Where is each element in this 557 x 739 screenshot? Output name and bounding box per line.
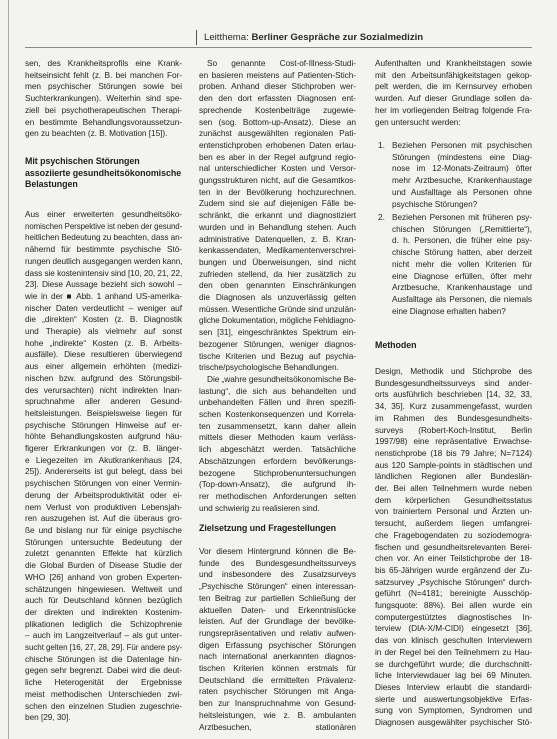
text-line: fungsquote: 88%). Bei allen wurde ein (375, 600, 532, 611)
text-line: surveys (Robert-Koch-Institut, Berlin (375, 424, 532, 435)
text-line: ten zusammensetzt, kann daher allein (199, 420, 356, 431)
text-line: So genannte Cost-of-Illness-Studi- (207, 58, 356, 68)
text-line: en bestimmte Behandlungsvoraussetzun- (25, 116, 182, 127)
text-line: sierte und auswertungsobjektive Erfas- (375, 693, 532, 704)
text-line: von trainiertem Personal und Ärzten un- (375, 506, 532, 517)
text-line: Vor diesem Hintergrund können die Be- (199, 546, 356, 556)
text-line: hohe „indirekte“ Kosten (z. B. Arbeits- (25, 337, 182, 348)
text-line: chischen Störungen („Remittierte“), (392, 223, 532, 234)
text-line: lastung“, die sich aus behandelten und (199, 385, 356, 396)
text-line: sucht gelten [16, 27, 28, 29]. Für andere psy- (25, 642, 183, 653)
text-line: sen [31], eingeschränktes Spektrum ein- (199, 327, 356, 338)
text-line: nischer Daten verdeutlicht – weniger auf (25, 302, 182, 313)
text-line: e Liegezeiten im Akutkrankenhaus [24, (25, 454, 182, 465)
text-line: terview (DIA-X/M-CIDI) eingesetzt [36], (375, 623, 532, 634)
text-line: das von klinisch geschulten Interviewern (375, 635, 532, 646)
text-line: dem körperlichen Gesundheitsstatus (375, 494, 532, 505)
text-line: wurden. Auf dieser Grundlage sollen da- (375, 93, 532, 104)
text-line: sung von Symptomen, Syndromen und (375, 705, 532, 716)
text-line: aktuellen Daten- und Erkenntnislücke (199, 604, 356, 615)
text-line: chische Störungen ist die Datenlage hin- (25, 653, 182, 664)
text-line: chische Störung hatten, aber derzeit (392, 247, 532, 258)
text-line: mehr Arztbesuche, Krankenhaustage (392, 175, 532, 186)
text-line: Beziehen Personen mit psychischen (392, 140, 532, 150)
text-line: Deutschland die ermittelten Prävalenz- (199, 674, 356, 685)
text-line: sen, des Krankheitsprofils eine Krank- (25, 58, 182, 68)
text-line: psychischen Störungen von einer Vermin- (25, 478, 182, 489)
paragraph (25, 58, 182, 140)
text-line: rungsrepräsentativen und relativ aufwen- (199, 627, 356, 638)
text-line: höhte Behandlungskosten aufgrund häu- (25, 431, 182, 442)
text-line: des verursachten) nicht indirekten Inan- (25, 384, 182, 395)
text-line: und Therapie) als vielmehr auf sonst (25, 326, 182, 337)
text-line: Zudem sind sie auf diejenigen Fälle be- (199, 198, 356, 209)
text-line: ben es aber in der Regel aufgrund regio- (199, 151, 356, 162)
text-line: spruchnahme aller anderen Gesund- (25, 396, 182, 407)
text-line: bezogener Störungen, weniger diagnos- (199, 338, 356, 349)
text-line: und Ausfalltage als Personen ohne (392, 186, 532, 197)
text-line: und insbesondere des Zusatzsurveys (199, 569, 356, 580)
text-line: psychische Störungen? (392, 198, 478, 209)
text-line: ben zur Inanspruchnahme von Gesund- (199, 698, 356, 709)
text-line: Bundesgesundheitssurveys sind ander- (375, 377, 532, 388)
text-line: nose im 12-Monats-Zeitraum) öfter (392, 163, 532, 174)
text-line: Dieses Interview erlaubt die standardi- (375, 681, 532, 692)
text-line: Diagnosen ausgewählter psychischer Stö- (375, 717, 532, 728)
text-line: geführt (N=4181; bereinigte Ausschöp- (375, 588, 532, 599)
text-line: Suchterkrankungen). Weiterhin sind spe- (25, 93, 182, 104)
text-line: nomischen Perspektive ist neben der gesund- (25, 220, 183, 231)
text-line: proben. Anhand dieser Stichproben wer- (199, 81, 356, 92)
text-line: entenstichproben erhobenen Daten erlau- (199, 139, 356, 150)
text-line: Belastungen (25, 179, 78, 190)
text-line: tischen Kriterien können erstmals für (199, 663, 356, 674)
text-line: lich abgeschätzt werden. Tatsächliche (199, 444, 356, 455)
text-line: gliche Dokumentation, mögliche Fehldiagno- (199, 315, 356, 326)
text-line: Beziehen Personen mit früheren psy- (392, 212, 532, 222)
text-line: die Global Burden of Disease Studie der (25, 560, 182, 571)
text-line: administrative Datenquellen, z. B. Kran- (199, 233, 356, 244)
text-line: derung der Arbeitsproduktivität oder ei- (25, 489, 182, 500)
text-line: rer methodischen Anforderungen selten (199, 490, 356, 501)
text-line: im Rahmen des Bundesgesundheits- (375, 412, 532, 423)
text-line: schränkt, die erkannt und diagnostiziert (199, 210, 356, 221)
text-line: gungsstrukturen nicht, auf die Gesamtkos- (199, 175, 356, 186)
text-line: nicht mehr die vollen Kriterien für (392, 258, 532, 269)
text-line: den oben genannten Einschränkungen (199, 280, 356, 291)
text-line: mittels dieser Methoden kaum verläss- (199, 432, 356, 443)
text-line: heitlichen Bedeutung zu beachten, dass an- (25, 232, 183, 243)
text-line: müssen. Wesentliche Gründe sind unzulän- (199, 303, 357, 314)
text-line: Arztbesuchen, stationären (199, 721, 356, 732)
text-line: Design, Methodik und Stichprobe des (375, 366, 532, 376)
text-line: rungen deutlich ausgegangen werden kann, (25, 255, 183, 266)
text-line: zufrieden stellend, da hier zusätzlich zu (199, 268, 356, 279)
text-line: raten psychischer Störungen mit Anga- (199, 686, 356, 697)
paragraph (199, 58, 356, 374)
text-line: nem Verlust von produktiven Lebensjah- (25, 501, 182, 512)
running-head-label: Leitthema: (204, 32, 249, 43)
text-line: satzsurvey „Psychische Störungen“ durch- (375, 576, 532, 587)
text-line: Arztbesuche, Krankenhaustage und (392, 282, 532, 293)
text-line: mit den Arbeitsunfähigkeitstagen gekop- (375, 69, 532, 80)
text-line: sprechende Kostenbeiträge zugewie- (199, 104, 356, 115)
text-line: – auch im Langzeitverlauf – als gut unter- (25, 630, 182, 641)
text-line: den den dort erfassten Diagnosen ent- (199, 93, 356, 104)
text-line: auch für Deutschland können bezüglich (25, 595, 182, 606)
text-line: meist methodischen Unterschieden zwi- (25, 688, 182, 699)
section-heading (199, 523, 356, 535)
text-line: Störungen untersuchte Bedeutung der (25, 536, 182, 547)
paragraph (25, 209, 182, 724)
text-line: wie in der ■ Abb. 1 anhand US-amerika- (25, 290, 182, 301)
text-line: WHO [26] anhand von groben Experten- (25, 571, 182, 582)
text-line: che Fragebogendaten zu soziodemogra- (375, 529, 532, 540)
text-line: bezogene Stichprobenuntersuchungen (199, 467, 356, 478)
text-line: wurden und in Behandlung stehen. Auch (199, 221, 356, 232)
text-line: assoziierte gesundheitsökonomische (25, 167, 182, 178)
running-head (196, 30, 423, 45)
text-line: ziell bei psychotherapeutischen Therapi- (25, 104, 182, 115)
text-line: schätzungen hingewiesen. Weltweit und (25, 583, 182, 594)
text-line: ausfälle). Diese resultieren überwiegend (25, 349, 182, 360)
text-line: zunächst ausgewählten regionalen Pati- (199, 128, 356, 139)
text-line: her im vorliegenden Beitrag folgende Fra- (375, 104, 532, 115)
text-line: digen Erfassung psychischer Störungen (199, 639, 356, 650)
text-line: liche Heterogenität der Ergebnisse (25, 677, 182, 688)
text-line: ten Beitrag zur partiellen Schließung der (199, 592, 356, 603)
text-line: 23]. Diese Aussage bezieht sich sowohl – (25, 279, 182, 290)
list-item-text (392, 212, 532, 317)
text-line: zuletzt genannten Effekte hat kürzlich (25, 548, 182, 559)
text-line: gen zu beachten (z. B. Motivation [15]). (25, 128, 168, 139)
page-edge (8, 0, 9, 739)
text-line: se durchgeführt wurde; die durchschnitt- (375, 658, 532, 669)
text-line: tersucht, außerdem liegen umfangrei- (375, 518, 532, 529)
text-line: figerer Erkrankungen vor (z. B. länger- (25, 443, 182, 454)
text-line: Abschätzungen erfordern bevölkerungs- (199, 455, 356, 466)
section-heading (25, 156, 182, 191)
text-line: Zielsetzung und Fragestellungen (199, 523, 337, 533)
text-line: aus 120 Sample-points in städtischen und (375, 459, 532, 470)
text-line: en basieren meistens auf Patienten-Stich- (199, 69, 356, 80)
text-line: psychische Störungen Hinweise auf er- (25, 419, 182, 430)
text-line: orts ausführlich beschrieben [14, 32, 33, (375, 389, 532, 400)
text-line: eine Diagnose erhalten haben? (392, 305, 506, 316)
text-line: unbehandelten Fällen und ihren spezifi- (199, 397, 356, 408)
text-line: der direkten und indirekten Kostenim- (25, 606, 182, 617)
paragraph (199, 374, 356, 514)
text-line: men psychischer Störungen sowie bei (25, 81, 182, 92)
text-line: funde des Bundesgesundheitssurveys (199, 557, 356, 568)
text-line: eine Diagnose erfüllen, öfter mehr (392, 270, 532, 281)
text-line: der. Bei allen Teilnehmern wurde neben (375, 483, 532, 494)
header-rule (25, 47, 532, 48)
text-line: plikationen lediglich die Schizophrenie (25, 618, 182, 629)
text-line: kenkassendaten, Medikamentenverschrei- (199, 245, 356, 256)
text-line: Aus einer erweiterten gesundheitsöko- (25, 209, 182, 219)
text-line: trische/psychologische Behandlungen. (199, 362, 339, 373)
text-line: heitsleistungen, wie z. B. ambulanten (199, 709, 356, 720)
text-line: gegen sehr begrenzt. Dabei wird die deut- (25, 665, 182, 676)
text-line: tische Kriterien und Bezug auf psychia- (199, 350, 356, 361)
text-line: pelt werden, die im Kernsurvey erhoben (375, 81, 532, 92)
text-line: in der Regel bei den Teilnehmern zu Hau- (375, 646, 532, 657)
text-line: heitseinsicht fehlt (z. B. bei manchen For- (25, 69, 182, 80)
text-line: nal unterschiedlicher Kosten und Versor- (199, 163, 356, 174)
running-head-title: Berliner Gespräche zur Sozialmedizin (251, 32, 424, 43)
text-line: schen Kostenkonsequenzen und Korrela- (199, 409, 356, 419)
text-line: aus einer allgemein erhöhten (medizi- (25, 361, 182, 372)
text-line: heitsleistungen. Beispielsweise liegen für (25, 407, 182, 418)
text-line: Methoden (375, 340, 417, 350)
text-line: sen (sog. Bottom-up-Ansatz). Diese an (199, 116, 356, 127)
text-line: fischen und gesundheitsrelevanten Berei- (375, 541, 532, 552)
text-line: die „direkten“ Kosten (z. B. Diagnostik (25, 314, 182, 325)
text-line: und schwierig zu realisieren sind. (199, 502, 320, 513)
text-line: Aufenthalten und Krankheitstagen sowie (375, 58, 532, 68)
paragraph (375, 58, 532, 128)
text-line: dass sie kostenintensiv sind [10, 20, 21, 22, (25, 267, 183, 278)
text-line: Störungen (mindestens eine Diag- (392, 151, 532, 162)
list-number: 2. (378, 212, 385, 222)
text-line: bis 65-Jährigen wurde ergänzend der Zu- (375, 564, 532, 575)
list-number: 1. (378, 140, 385, 150)
text-line: d. h. Personen, die früher eine psy- (392, 235, 532, 246)
text-line: Die „wahre gesundheitsökonomische Be- (207, 373, 357, 384)
list-item-text (392, 140, 532, 210)
text-line: die Diagnosen als unzuverlässig gelten (199, 292, 356, 303)
paragraph (375, 366, 532, 729)
paragraph (199, 546, 356, 733)
text-line: ländlichen Regionen aller Bundeslän- (375, 471, 532, 482)
text-line: „Psychische Störungen“ einen interessan- (199, 581, 356, 592)
text-line: ten in der Bevölkerung hochzurechnen. (199, 186, 356, 197)
text-line: Ausfalltage als Personen, die niemals (392, 293, 532, 304)
text-line: bungen und Überweisungen, sind nicht (199, 256, 356, 267)
text-line: nenstichprobe (18 bis 79 Jahre; N=7124) (375, 447, 532, 458)
text-line: Mit psychischen Störungen (25, 156, 140, 166)
text-line: chen vor. An einer Teilstichprobe der 18- (375, 553, 532, 564)
section-heading (375, 340, 532, 352)
text-line: 34, 35]. Kurz zusammengefasst, wurden (375, 401, 532, 412)
text-line: gen untersucht werden: (375, 116, 461, 127)
text-line: schen den einzelnen Studien zugeschrie- (25, 700, 182, 711)
text-line: ben [29, 30]. (25, 712, 71, 723)
text-line: 25]). Andererseits ist gut belegt, dass bei (25, 466, 182, 477)
text-line: liche Interviewdauer lag bei 69 Minuten. (375, 670, 532, 681)
text-line: (Top-down-Ansatz), die aufgrund ih- (199, 479, 356, 490)
text-line: computergestütztes diagnostisches In- (375, 611, 532, 622)
text-line: leisten. Auf der Grundlage der bevölke- (199, 616, 356, 627)
text-line: nach international anerkannten diagnos- (199, 651, 356, 662)
text-line: nischen bzw. aufgrund des Störungsbil- (25, 372, 182, 383)
text-line: ße und bislang nur für einige psychische (25, 524, 182, 535)
text-line: 1997/98) eine repräsentative Erwachse- (375, 436, 532, 447)
text-line: nähernd für bestimmte psychische Stö- (25, 244, 182, 255)
text-line: ren auszugehen ist. Auf die überaus gro- (25, 513, 182, 524)
